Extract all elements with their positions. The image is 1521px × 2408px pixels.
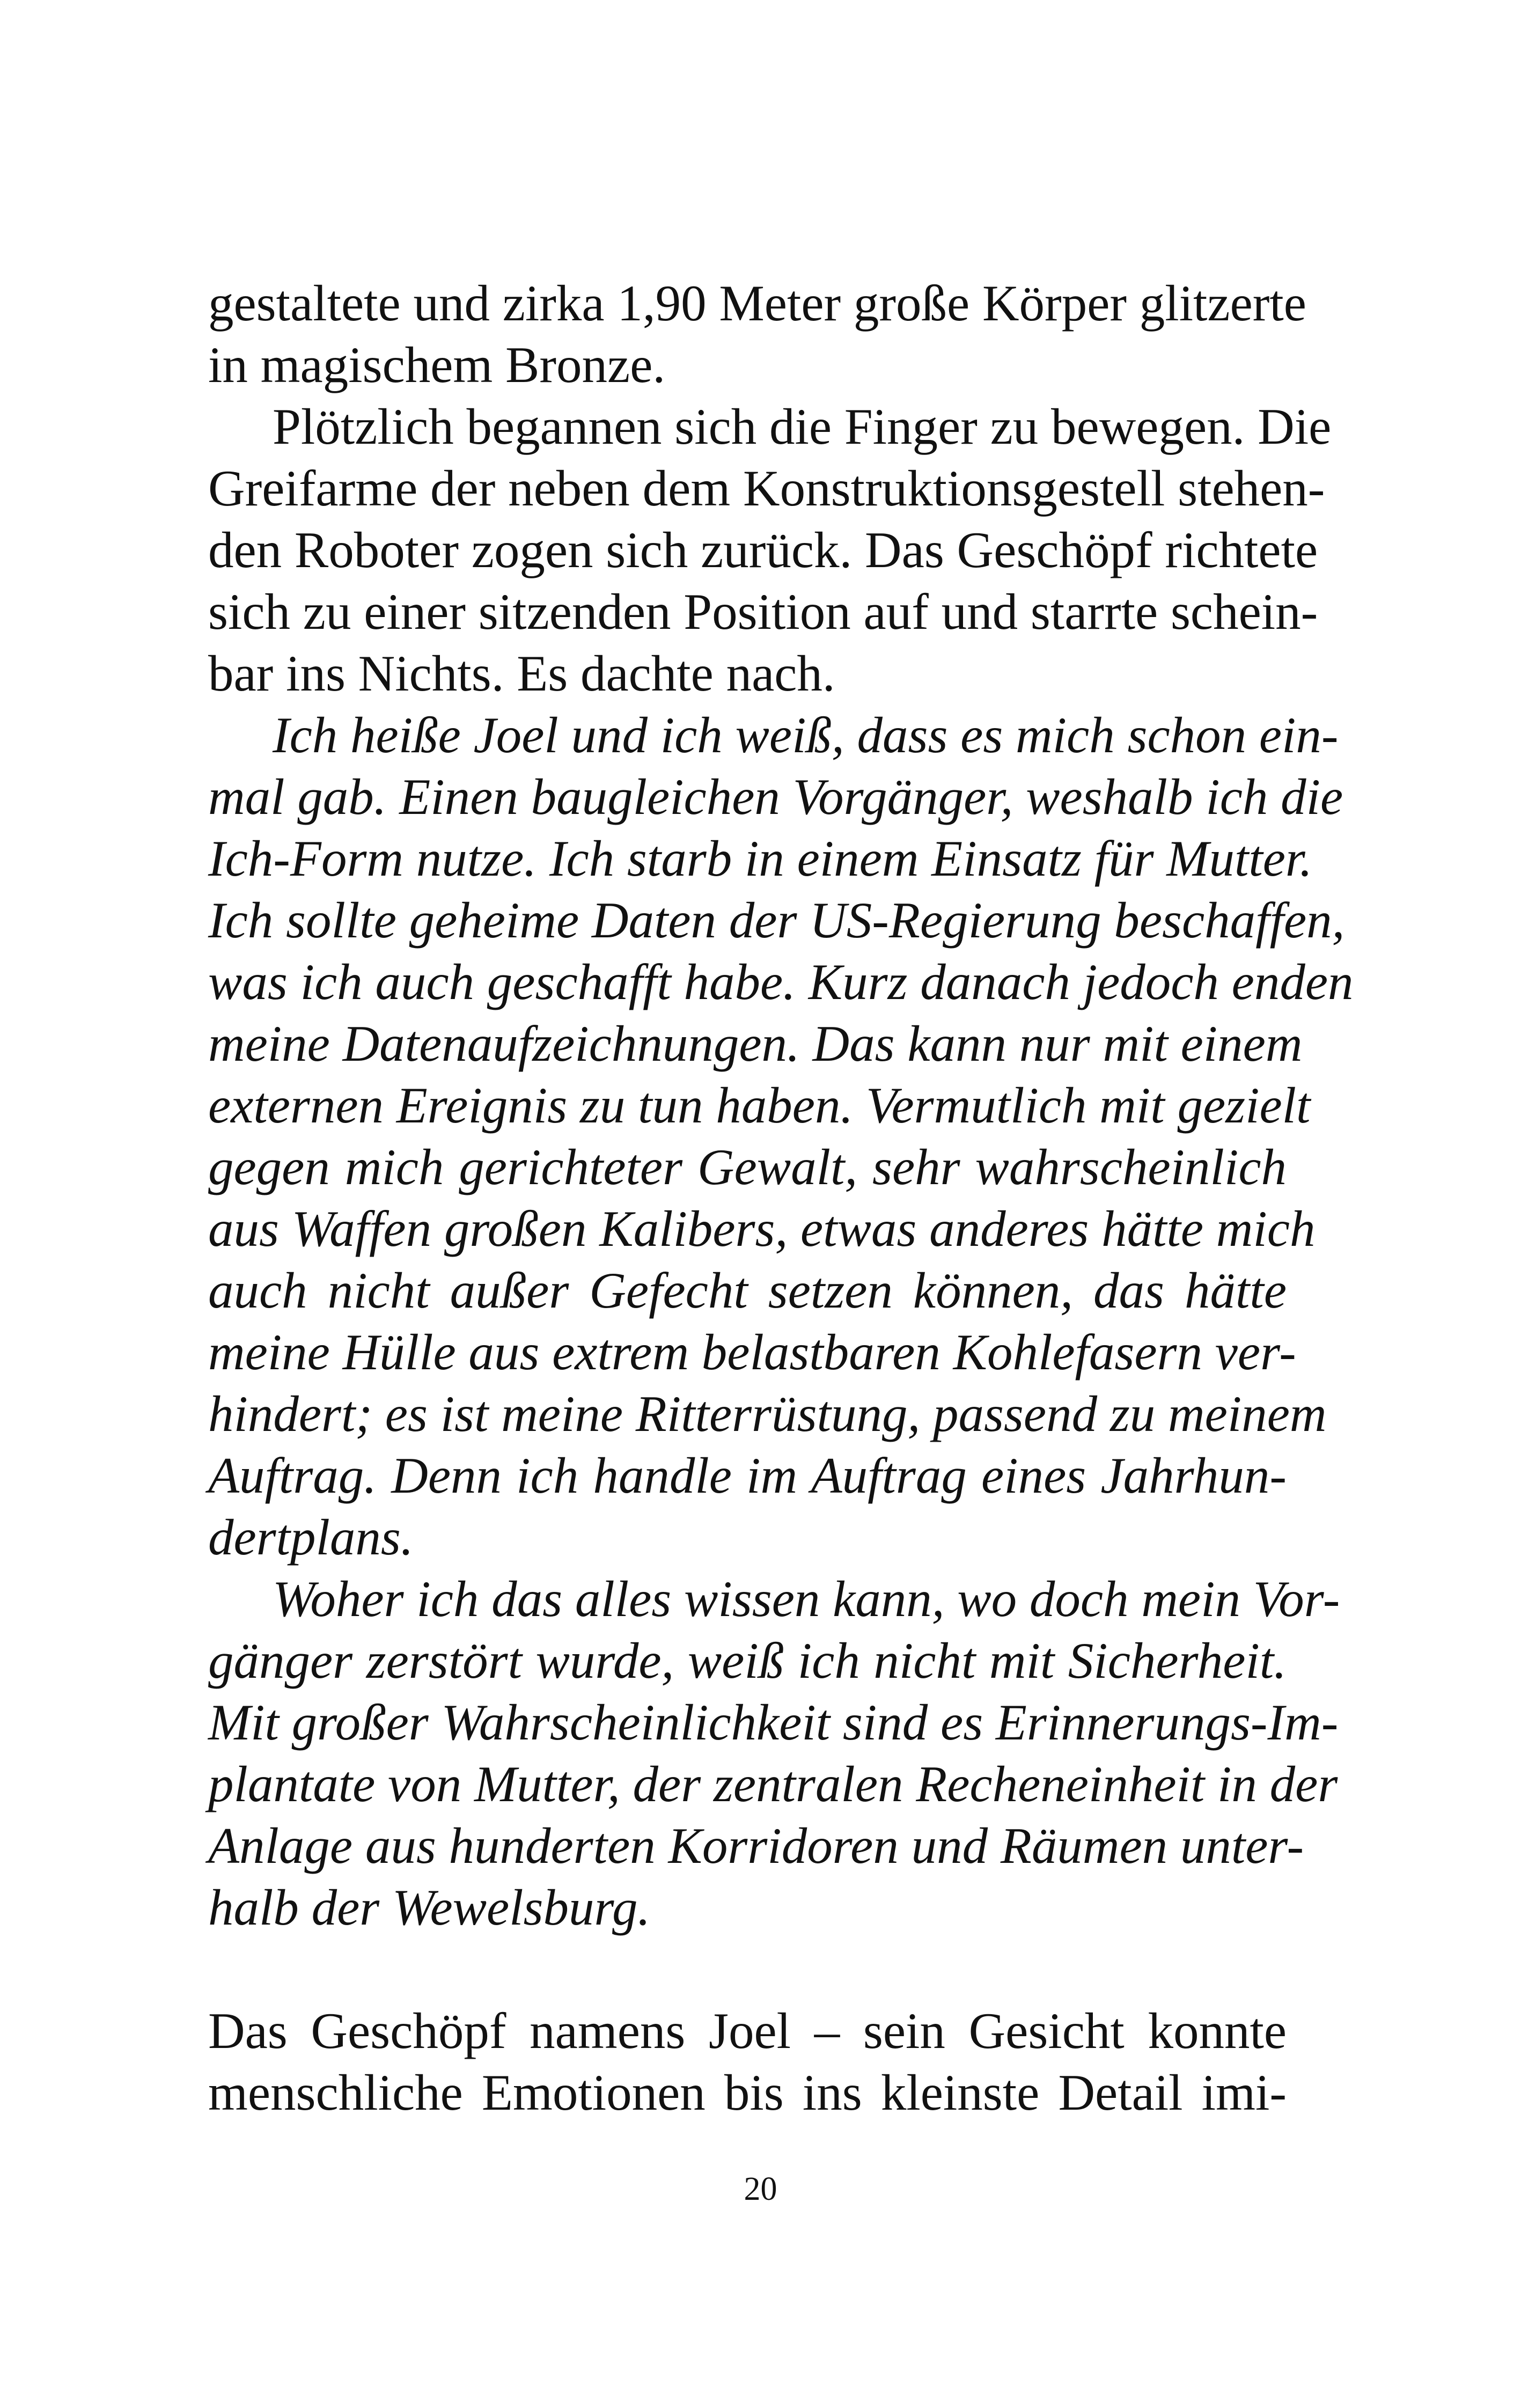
text-line: meine Datenaufzeichnungen. Das kann nur mit einem — [208, 1015, 1303, 1072]
text-line: Ich sollte geheime Daten der US-Regierung beschaffen, — [208, 892, 1345, 949]
text-line: Mit großer Wahrscheinlichkeit sind es Erinnerungs-Im- — [208, 1694, 1339, 1751]
text-line: gestaltete und zirka 1,90 Meter große Körper glitzerte — [208, 275, 1306, 332]
text-line: Anlage aus hunderten Korridoren und Räumen unter- — [208, 1817, 1304, 1874]
text-line: was ich auch geschafft habe. Kurz danach jedoch enden — [208, 953, 1354, 1010]
page-number: 20 — [744, 2171, 777, 2207]
text-line: Plötzlich begannen sich die Finger zu bewegen. Die — [273, 398, 1332, 455]
text-line: mal gab. Einen baugleichen Vorgänger, weshalb ich die — [208, 768, 1343, 825]
text-line: bar ins Nichts. Es dachte nach. — [208, 645, 835, 702]
text-line: meine Hülle aus extrem belastbaren Kohlefasern ver- — [208, 1324, 1296, 1381]
text-line: Woher ich das alles wissen kann, wo doch mein Vor- — [273, 1570, 1340, 1627]
text-line: den Roboter zogen sich zurück. Das Geschöpf richtete — [208, 522, 1318, 578]
text-line: gänger zerstört wurde, weiß ich nicht mit Sicherheit. — [208, 1632, 1287, 1689]
text-line: halb der Wewelsburg. — [208, 1879, 651, 1936]
paragraph-gap — [208, 1939, 1287, 2000]
text-line: Ich heiße Joel und ich weiß, dass es mich schon ein- — [273, 707, 1339, 763]
text-line: externen Ereignis zu tun haben. Vermutlich mit gezielt — [208, 1077, 1311, 1134]
text-line: hindert; es ist meine Ritterrüstung, passend zu meinem — [208, 1385, 1327, 1442]
text-line: Greifarme der neben dem Konstruktionsgestell stehen- — [208, 460, 1325, 517]
text-line: Ich-Form nutze. Ich starb in einem Einsatz für Mutter. — [208, 830, 1313, 887]
text-line: dertplans. — [208, 1509, 414, 1566]
text-line: menschliche Emotionen bis ins kleinste Detail imi- — [208, 2064, 1287, 2121]
text-line: sich zu einer sitzenden Position auf und starrte schein- — [208, 583, 1318, 640]
text-line: in magischem Bronze. — [208, 336, 666, 393]
text-line: aus Waffen großen Kalibers, etwas anderes hätte mich — [208, 1200, 1316, 1257]
body-text — [208, 273, 1354, 2124]
text-line: plantate von Mutter, der zentralen Recheneinheit in der — [208, 1756, 1338, 1812]
text-line: Auftrag. Denn ich handle im Auftrag eines Jahrhun- — [208, 1447, 1287, 1504]
text-line: gegen mich gerichteter Gewalt, sehr wahrscheinlich — [208, 1139, 1287, 1195]
text-line: Das Geschöpf namens Joel – sein Gesicht konnte — [208, 2002, 1287, 2059]
text-line: auch nicht außer Gefecht setzen können, das hätte — [208, 1262, 1287, 1319]
